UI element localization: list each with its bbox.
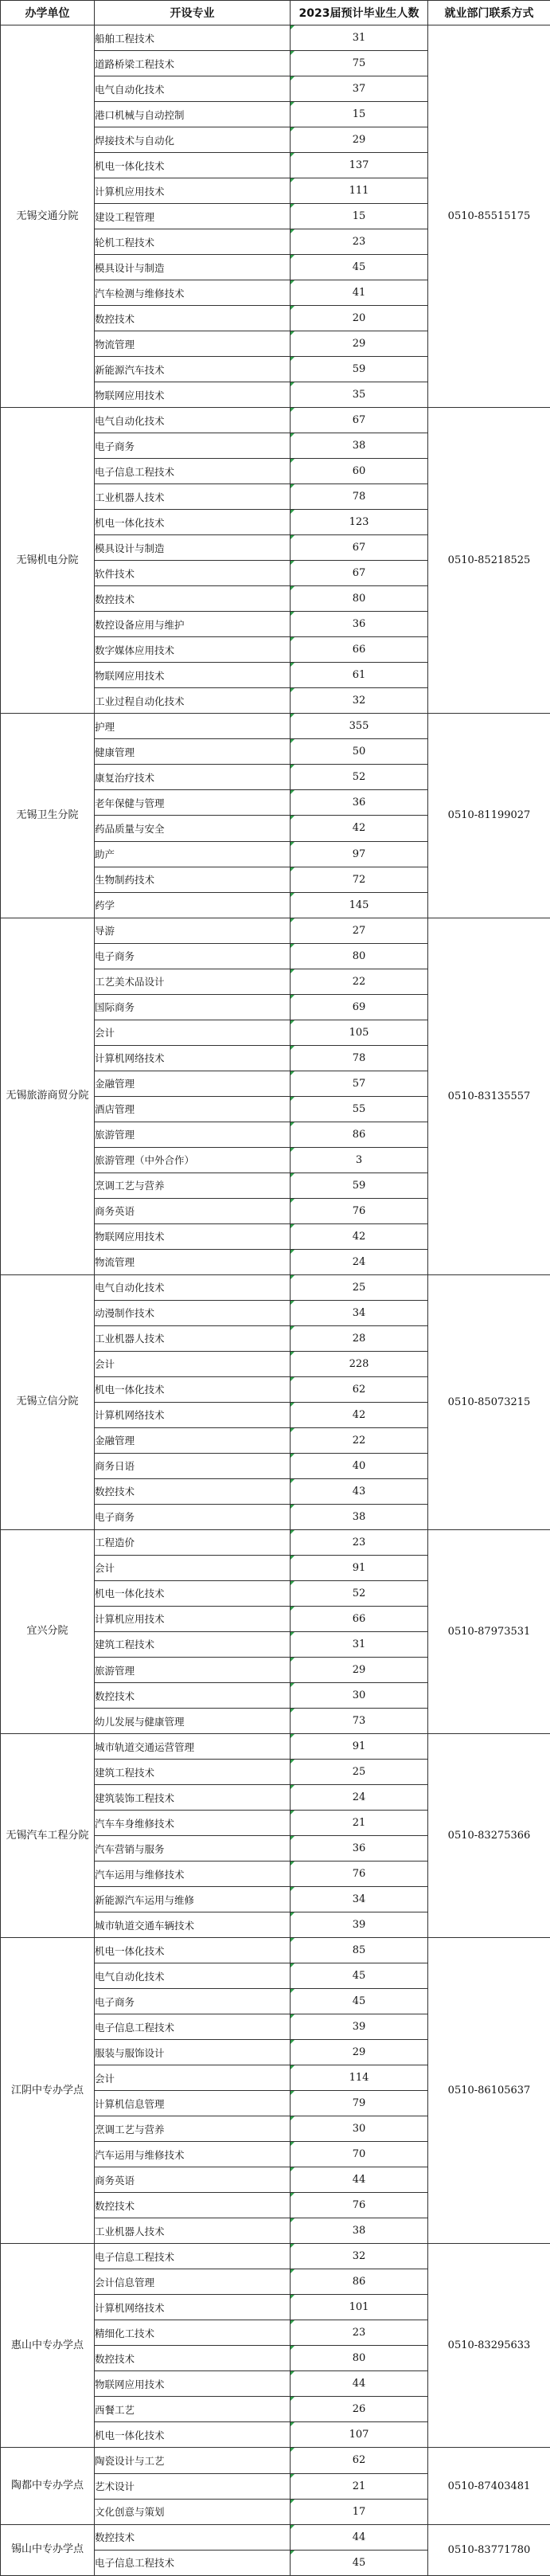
count-cell: 114: [291, 2065, 428, 2091]
count-cell: 31: [291, 25, 428, 51]
count-cell: 50: [291, 739, 428, 765]
major-cell: 汽车运用与维修技术: [95, 1862, 291, 1887]
count-cell: 21: [291, 2473, 428, 2499]
major-cell: 幼儿发展与健康管理: [95, 1709, 291, 1734]
major-cell: 电子商务: [95, 433, 291, 459]
major-cell: 模具设计与制造: [95, 255, 291, 280]
major-cell: 旅游管理: [95, 1658, 291, 1683]
count-cell: 39: [291, 2014, 428, 2040]
major-cell: 城市轨道交通运营管理: [95, 1734, 291, 1760]
count-cell: 24: [291, 1249, 428, 1274]
phone-cell: 0510-85073215: [428, 1274, 550, 1529]
count-cell: 21: [291, 1811, 428, 1836]
major-cell: 机电一体化技术: [95, 1580, 291, 1606]
school-cell: 惠山中专办学点: [1, 2244, 95, 2448]
count-cell: 23: [291, 229, 428, 255]
major-cell: 数控技术: [95, 2524, 291, 2550]
school-cell: 无锡卫生分院: [1, 714, 95, 918]
major-cell: 道路桥梁工程技术: [95, 51, 291, 76]
count-cell: 36: [291, 612, 428, 637]
count-cell: 23: [291, 2320, 428, 2346]
count-cell: 45: [291, 1989, 428, 2014]
phone-cell: 0510-87973531: [428, 1529, 550, 1733]
major-cell: 模具设计与制造: [95, 535, 291, 561]
count-cell: 29: [291, 2040, 428, 2065]
school-cell: 无锡立信分院: [1, 1274, 95, 1529]
count-cell: 137: [291, 153, 428, 178]
major-cell: 汽车营销与服务: [95, 1836, 291, 1862]
count-cell: 20: [291, 306, 428, 331]
count-cell: 62: [291, 1376, 428, 1402]
count-cell: 78: [291, 1045, 428, 1071]
count-cell: 67: [291, 408, 428, 433]
major-cell: 机电一体化技术: [95, 1938, 291, 1963]
count-cell: 23: [291, 1529, 428, 1555]
major-cell: 西餐工艺: [95, 2397, 291, 2422]
major-cell: 数字媒体应用技术: [95, 637, 291, 663]
count-cell: 26: [291, 2397, 428, 2422]
count-cell: 24: [291, 1785, 428, 1811]
major-cell: 数控技术: [95, 586, 291, 612]
header-school: 办学单位: [1, 1, 95, 25]
major-cell: 计算机应用技术: [95, 178, 291, 204]
major-cell: 工艺美术品设计: [95, 969, 291, 994]
table-row: [1, 1734, 550, 1760]
major-cell: 汽车运用与维修技术: [95, 2142, 291, 2167]
school-cell: 无锡旅游商贸分院: [1, 918, 95, 1274]
count-cell: 42: [291, 1223, 428, 1249]
count-cell: 67: [291, 535, 428, 561]
count-cell: 72: [291, 867, 428, 892]
count-cell: 66: [291, 637, 428, 663]
phone-cell: 0510-83295633: [428, 2244, 550, 2448]
count-cell: 80: [291, 2346, 428, 2371]
phone-cell: 0510-81199027: [428, 714, 550, 918]
major-cell: 会计: [95, 2065, 291, 2091]
count-cell: 52: [291, 765, 428, 790]
major-cell: 数控技术: [95, 2193, 291, 2218]
count-cell: 29: [291, 1658, 428, 1683]
phone-cell: 0510-85515175: [428, 25, 550, 408]
major-cell: 机电一体化技术: [95, 2422, 291, 2448]
major-cell: 服装与服饰设计: [95, 2040, 291, 2065]
count-cell: 15: [291, 204, 428, 229]
count-cell: 25: [291, 1760, 428, 1785]
count-cell: 42: [291, 816, 428, 841]
major-cell: 机电一体化技术: [95, 510, 291, 535]
count-cell: 59: [291, 357, 428, 382]
count-cell: 75: [291, 51, 428, 76]
count-cell: 91: [291, 1555, 428, 1580]
header-row: [1, 1, 550, 25]
count-cell: 34: [291, 1300, 428, 1325]
major-cell: 工业过程自动化技术: [95, 688, 291, 714]
major-cell: 电子信息工程技术: [95, 459, 291, 484]
major-cell: 电气自动化技术: [95, 76, 291, 102]
count-cell: 39: [291, 1912, 428, 1938]
count-cell: 57: [291, 1071, 428, 1096]
count-cell: 29: [291, 127, 428, 153]
major-cell: 商务英语: [95, 1198, 291, 1223]
major-cell: 会计: [95, 1020, 291, 1045]
count-cell: 38: [291, 1504, 428, 1529]
count-cell: 105: [291, 1020, 428, 1045]
count-cell: 34: [291, 1887, 428, 1912]
count-cell: 80: [291, 586, 428, 612]
major-cell: 数控技术: [95, 1478, 291, 1504]
count-cell: 86: [291, 1122, 428, 1147]
major-cell: 电气自动化技术: [95, 1963, 291, 1989]
phone-cell: 0510-85218525: [428, 408, 550, 714]
header-major: 开设专业: [95, 1, 291, 25]
major-cell: 护理: [95, 714, 291, 739]
count-cell: 22: [291, 969, 428, 994]
major-cell: 汽车检测与维修技术: [95, 280, 291, 306]
major-cell: 陶瓷设计与工艺: [95, 2448, 291, 2473]
major-cell: 汽车车身维修技术: [95, 1811, 291, 1836]
major-cell: 艺术设计: [95, 2473, 291, 2499]
major-cell: 金融管理: [95, 1071, 291, 1096]
count-cell: 67: [291, 561, 428, 586]
table-row: [1, 2244, 550, 2269]
major-cell: 数控技术: [95, 1683, 291, 1709]
count-cell: 17: [291, 2499, 428, 2524]
major-cell: 药学: [95, 892, 291, 918]
major-cell: 商务英语: [95, 2167, 291, 2193]
major-cell: 建筑装饰工程技术: [95, 1785, 291, 1811]
phone-cell: 0510-87403481: [428, 2448, 550, 2524]
table-row: [1, 714, 550, 739]
major-cell: 精细化工技术: [95, 2320, 291, 2346]
count-cell: 42: [291, 1402, 428, 1427]
count-cell: 32: [291, 688, 428, 714]
major-cell: 国际商务: [95, 994, 291, 1020]
count-cell: 36: [291, 790, 428, 816]
major-cell: 会计: [95, 1555, 291, 1580]
count-cell: 22: [291, 1427, 428, 1453]
count-cell: 37: [291, 76, 428, 102]
table-row: [1, 1529, 550, 1555]
count-cell: 123: [291, 510, 428, 535]
major-cell: 建筑工程技术: [95, 1760, 291, 1785]
count-cell: 79: [291, 2091, 428, 2116]
count-cell: 38: [291, 433, 428, 459]
count-cell: 35: [291, 382, 428, 408]
major-cell: 工业机器人技术: [95, 2218, 291, 2244]
count-cell: 45: [291, 255, 428, 280]
major-cell: 数控技术: [95, 2346, 291, 2371]
major-cell: 城市轨道交通车辆技术: [95, 1912, 291, 1938]
major-cell: 电子信息工程技术: [95, 2550, 291, 2575]
major-cell: 工程造价: [95, 1529, 291, 1555]
count-cell: 76: [291, 2193, 428, 2218]
major-cell: 会计: [95, 1351, 291, 1376]
major-cell: 旅游管理（中外合作）: [95, 1147, 291, 1173]
major-cell: 机电一体化技术: [95, 153, 291, 178]
major-cell: 电子商务: [95, 1989, 291, 2014]
count-cell: 25: [291, 1274, 428, 1300]
table-row: [1, 25, 550, 51]
major-cell: 电气自动化技术: [95, 1274, 291, 1300]
major-cell: 文化创意与策划: [95, 2499, 291, 2524]
count-cell: 31: [291, 1631, 428, 1657]
school-cell: 无锡机电分院: [1, 408, 95, 714]
school-cell: 江阴中专办学点: [1, 1938, 95, 2244]
major-cell: 工业机器人技术: [95, 484, 291, 510]
major-cell: 建筑工程技术: [95, 1631, 291, 1657]
count-cell: 30: [291, 1683, 428, 1709]
major-cell: 助产: [95, 841, 291, 867]
major-cell: 旅游管理: [95, 1122, 291, 1147]
major-cell: 计算机网络技术: [95, 1402, 291, 1427]
major-cell: 工业机器人技术: [95, 1325, 291, 1351]
count-cell: 3: [291, 1147, 428, 1173]
count-cell: 59: [291, 1173, 428, 1198]
major-cell: 会计信息管理: [95, 2269, 291, 2295]
count-cell: 78: [291, 484, 428, 510]
major-cell: 药品质量与安全: [95, 816, 291, 841]
count-cell: 70: [291, 2142, 428, 2167]
phone-cell: 0510-83771780: [428, 2524, 550, 2575]
major-cell: 物流管理: [95, 1249, 291, 1274]
count-cell: 15: [291, 102, 428, 127]
major-cell: 新能源汽车运用与维修: [95, 1887, 291, 1912]
major-cell: 数控设备应用与维护: [95, 612, 291, 637]
count-cell: 228: [291, 1351, 428, 1376]
major-cell: 生物制药技术: [95, 867, 291, 892]
count-cell: 38: [291, 2218, 428, 2244]
school-cell: 宜兴分院: [1, 1529, 95, 1733]
count-cell: 61: [291, 663, 428, 688]
count-cell: 43: [291, 1478, 428, 1504]
table-row: [1, 2524, 550, 2550]
major-cell: 机电一体化技术: [95, 1376, 291, 1402]
count-cell: 66: [291, 1606, 428, 1631]
major-cell: 数控技术: [95, 306, 291, 331]
count-cell: 80: [291, 943, 428, 969]
count-cell: 52: [291, 1580, 428, 1606]
phone-cell: 0510-83135557: [428, 918, 550, 1274]
major-cell: 导游: [95, 918, 291, 943]
table-row: [1, 1938, 550, 1963]
major-cell: 电子信息工程技术: [95, 2014, 291, 2040]
count-cell: 101: [291, 2295, 428, 2320]
major-cell: 物联网应用技术: [95, 1223, 291, 1249]
table-row: [1, 408, 550, 433]
count-cell: 44: [291, 2167, 428, 2193]
major-cell: 新能源汽车技术: [95, 357, 291, 382]
phone-cell: 0510-83275366: [428, 1734, 550, 1938]
major-cell: 金融管理: [95, 1427, 291, 1453]
count-cell: 28: [291, 1325, 428, 1351]
major-cell: 电子商务: [95, 1504, 291, 1529]
count-cell: 73: [291, 1709, 428, 1734]
count-cell: 107: [291, 2422, 428, 2448]
major-cell: 物流管理: [95, 331, 291, 357]
count-cell: 69: [291, 994, 428, 1020]
count-cell: 86: [291, 2269, 428, 2295]
school-cell: 无锡交通分院: [1, 25, 95, 408]
count-cell: 55: [291, 1096, 428, 1122]
major-cell: 计算机信息管理: [95, 2091, 291, 2116]
major-cell: 软件技术: [95, 561, 291, 586]
major-cell: 轮机工程技术: [95, 229, 291, 255]
major-cell: 计算机网络技术: [95, 1045, 291, 1071]
phone-cell: 0510-86105637: [428, 1938, 550, 2244]
count-cell: 45: [291, 1963, 428, 1989]
table-row: [1, 1274, 550, 1300]
major-cell: 电子商务: [95, 943, 291, 969]
count-cell: 40: [291, 1453, 428, 1478]
school-cell: 无锡汽车工程分院: [1, 1734, 95, 1938]
count-cell: 97: [291, 841, 428, 867]
major-cell: 健康管理: [95, 739, 291, 765]
count-cell: 36: [291, 1836, 428, 1862]
count-cell: 44: [291, 2371, 428, 2397]
major-cell: 船舶工程技术: [95, 25, 291, 51]
header-count: 2023届预计毕业生人数: [291, 1, 428, 25]
count-cell: 76: [291, 1198, 428, 1223]
count-cell: 60: [291, 459, 428, 484]
major-cell: 焊接技术与自动化: [95, 127, 291, 153]
count-cell: 29: [291, 331, 428, 357]
count-cell: 27: [291, 918, 428, 943]
major-cell: 烹调工艺与营养: [95, 1173, 291, 1198]
count-cell: 41: [291, 280, 428, 306]
major-cell: 物联网应用技术: [95, 2371, 291, 2397]
count-cell: 355: [291, 714, 428, 739]
major-cell: 物联网应用技术: [95, 382, 291, 408]
count-cell: 111: [291, 178, 428, 204]
count-cell: 145: [291, 892, 428, 918]
table-row: [1, 2448, 550, 2473]
count-cell: 91: [291, 1734, 428, 1760]
major-cell: 烹调工艺与营养: [95, 2116, 291, 2142]
major-cell: 老年保健与管理: [95, 790, 291, 816]
major-cell: 电子信息工程技术: [95, 2244, 291, 2269]
count-cell: 62: [291, 2448, 428, 2473]
major-cell: 动漫制作技术: [95, 1300, 291, 1325]
count-cell: 76: [291, 1862, 428, 1887]
major-cell: 物联网应用技术: [95, 663, 291, 688]
major-cell: 酒店管理: [95, 1096, 291, 1122]
count-cell: 44: [291, 2524, 428, 2550]
major-cell: 计算机网络技术: [95, 2295, 291, 2320]
count-cell: 30: [291, 2116, 428, 2142]
major-cell: 电气自动化技术: [95, 408, 291, 433]
count-cell: 32: [291, 2244, 428, 2269]
school-cell: 陶都中专办学点: [1, 2448, 95, 2524]
school-cell: 锡山中专办学点: [1, 2524, 95, 2575]
major-cell: 建设工程管理: [95, 204, 291, 229]
major-cell: 计算机应用技术: [95, 1606, 291, 1631]
major-cell: 商务日语: [95, 1453, 291, 1478]
count-cell: 45: [291, 2550, 428, 2575]
major-cell: 康复治疗技术: [95, 765, 291, 790]
count-cell: 85: [291, 1938, 428, 1963]
header-phone: 就业部门联系方式: [428, 1, 550, 25]
table-row: [1, 918, 550, 943]
major-cell: 港口机械与自动控制: [95, 102, 291, 127]
